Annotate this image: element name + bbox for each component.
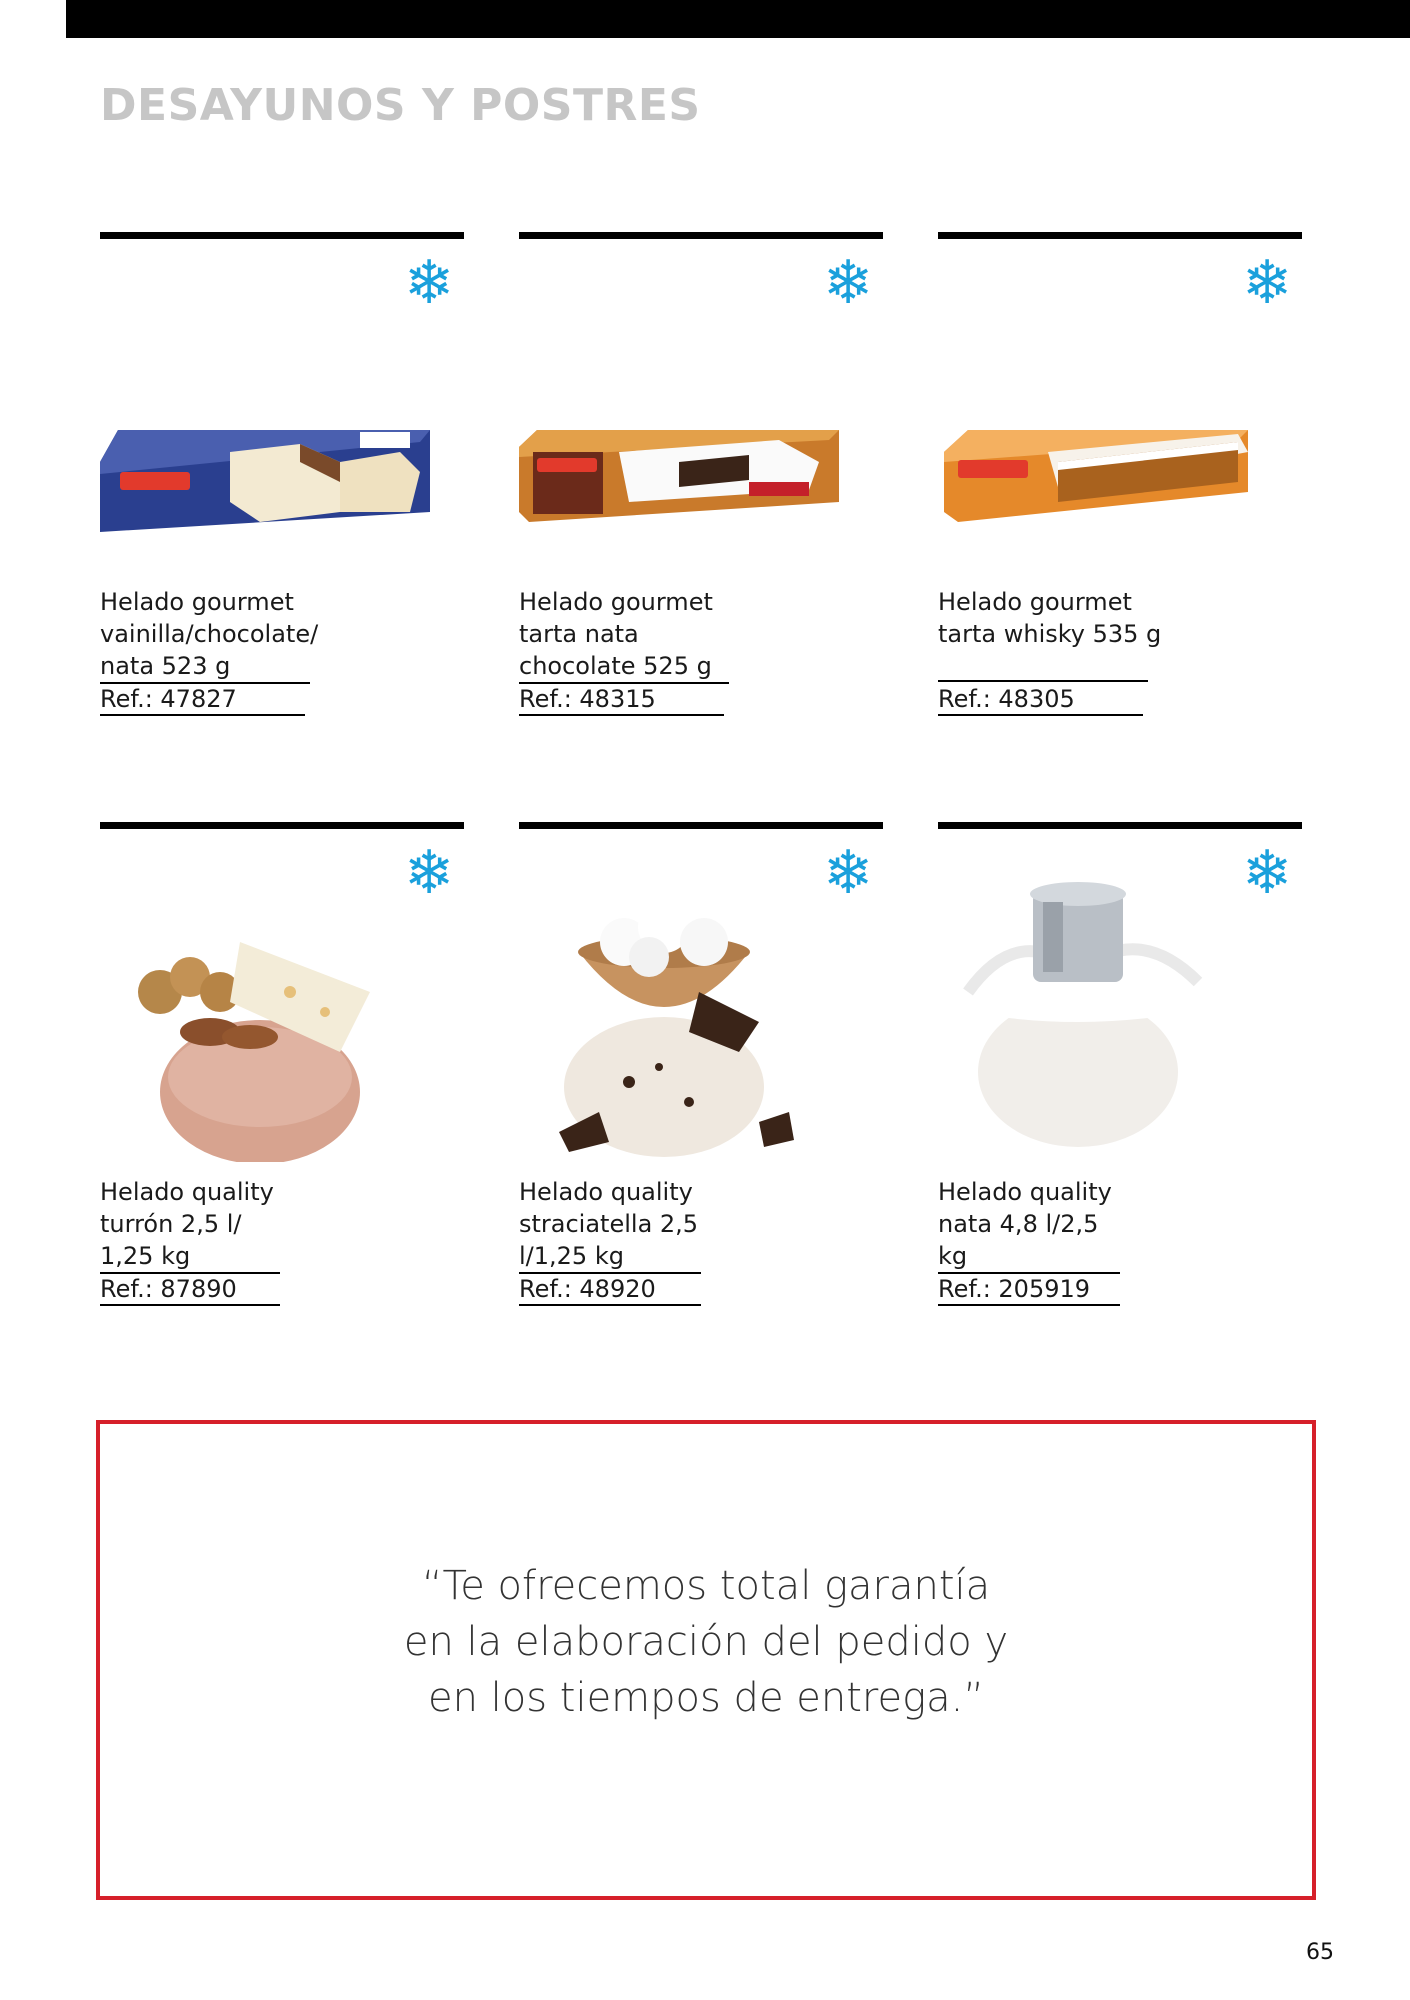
product-name-line: tarta whisky 535 g [938,620,1162,648]
card-top-rule [519,232,883,239]
product-card [938,232,1302,722]
product-card [519,822,883,1312]
product-name-line: vainilla/chocolate/ [100,620,319,648]
product-ref: Ref.: 48920 [519,1274,701,1306]
card-top-rule [100,232,464,239]
product-description [519,586,729,684]
product-image-box [519,312,883,552]
snowflake-icon: ❄ [1241,838,1293,908]
product-name-line: kg [938,1240,1120,1274]
snowflake-icon: ❄ [822,838,874,908]
product-card [100,232,464,722]
product-card [938,822,1302,1312]
product-name-line: Helado quality [938,1178,1112,1206]
top-black-bar [66,0,1410,38]
product-name-line: chocolate 525 g [519,650,729,684]
product-name-line: tarta nata [519,620,639,648]
snowflake-icon: ❄ [1241,248,1293,318]
quote-line: en la elaboración del pedido y [403,1619,1009,1665]
product-description [519,1176,729,1274]
snowflake-icon: ❄ [403,838,455,908]
product-name-line: Helado gourmet [100,588,294,616]
product-name-line [938,650,1148,682]
product-name-line: l/1,25 kg [519,1240,701,1274]
section-title: DESAYUNOS Y POSTRES [100,80,701,131]
product-description [100,1176,310,1274]
product-card [519,232,883,722]
card-top-rule [938,822,1302,829]
card-top-rule [938,232,1302,239]
snowflake-icon: ❄ [403,248,455,318]
product-image-scoop [519,862,883,1162]
product-name-line: 1,25 kg [100,1240,280,1274]
snowflake-icon: ❄ [822,248,874,318]
product-card [100,822,464,1312]
product-name-line: nata 4,8 l/2,5 [938,1210,1099,1238]
quote-line: “Te ofrecemos total garantía [421,1563,991,1609]
product-ref: Ref.: 205919 [938,1274,1120,1306]
product-ref: Ref.: 87890 [100,1274,280,1306]
product-description [100,586,319,684]
product-description [938,586,1162,682]
product-image-box [938,312,1302,552]
product-name-line: straciatella 2,5 [519,1210,699,1238]
product-ref: Ref.: 48315 [519,684,724,716]
product-ref: Ref.: 47827 [100,684,305,716]
page-number: 65 [1306,1940,1334,1965]
product-image-box [100,312,464,552]
product-name-line: Helado quality [100,1178,274,1206]
product-ref: Ref.: 48305 [938,684,1143,716]
card-top-rule [100,822,464,829]
product-name-line: nata 523 g [100,650,310,684]
product-image-scoop [100,882,464,1162]
product-image-scoop [938,862,1302,1162]
product-name-line: Helado gourmet [938,588,1132,616]
guarantee-quote [100,1558,1312,1726]
guarantee-quote-box [96,1420,1316,1900]
product-name-line: Helado gourmet [519,588,713,616]
product-name-line: Helado quality [519,1178,693,1206]
product-description [938,1176,1148,1274]
quote-line: en los tiempos de entrega.” [427,1675,985,1721]
card-top-rule [519,822,883,829]
product-name-line: turrón 2,5 l/ [100,1210,242,1238]
